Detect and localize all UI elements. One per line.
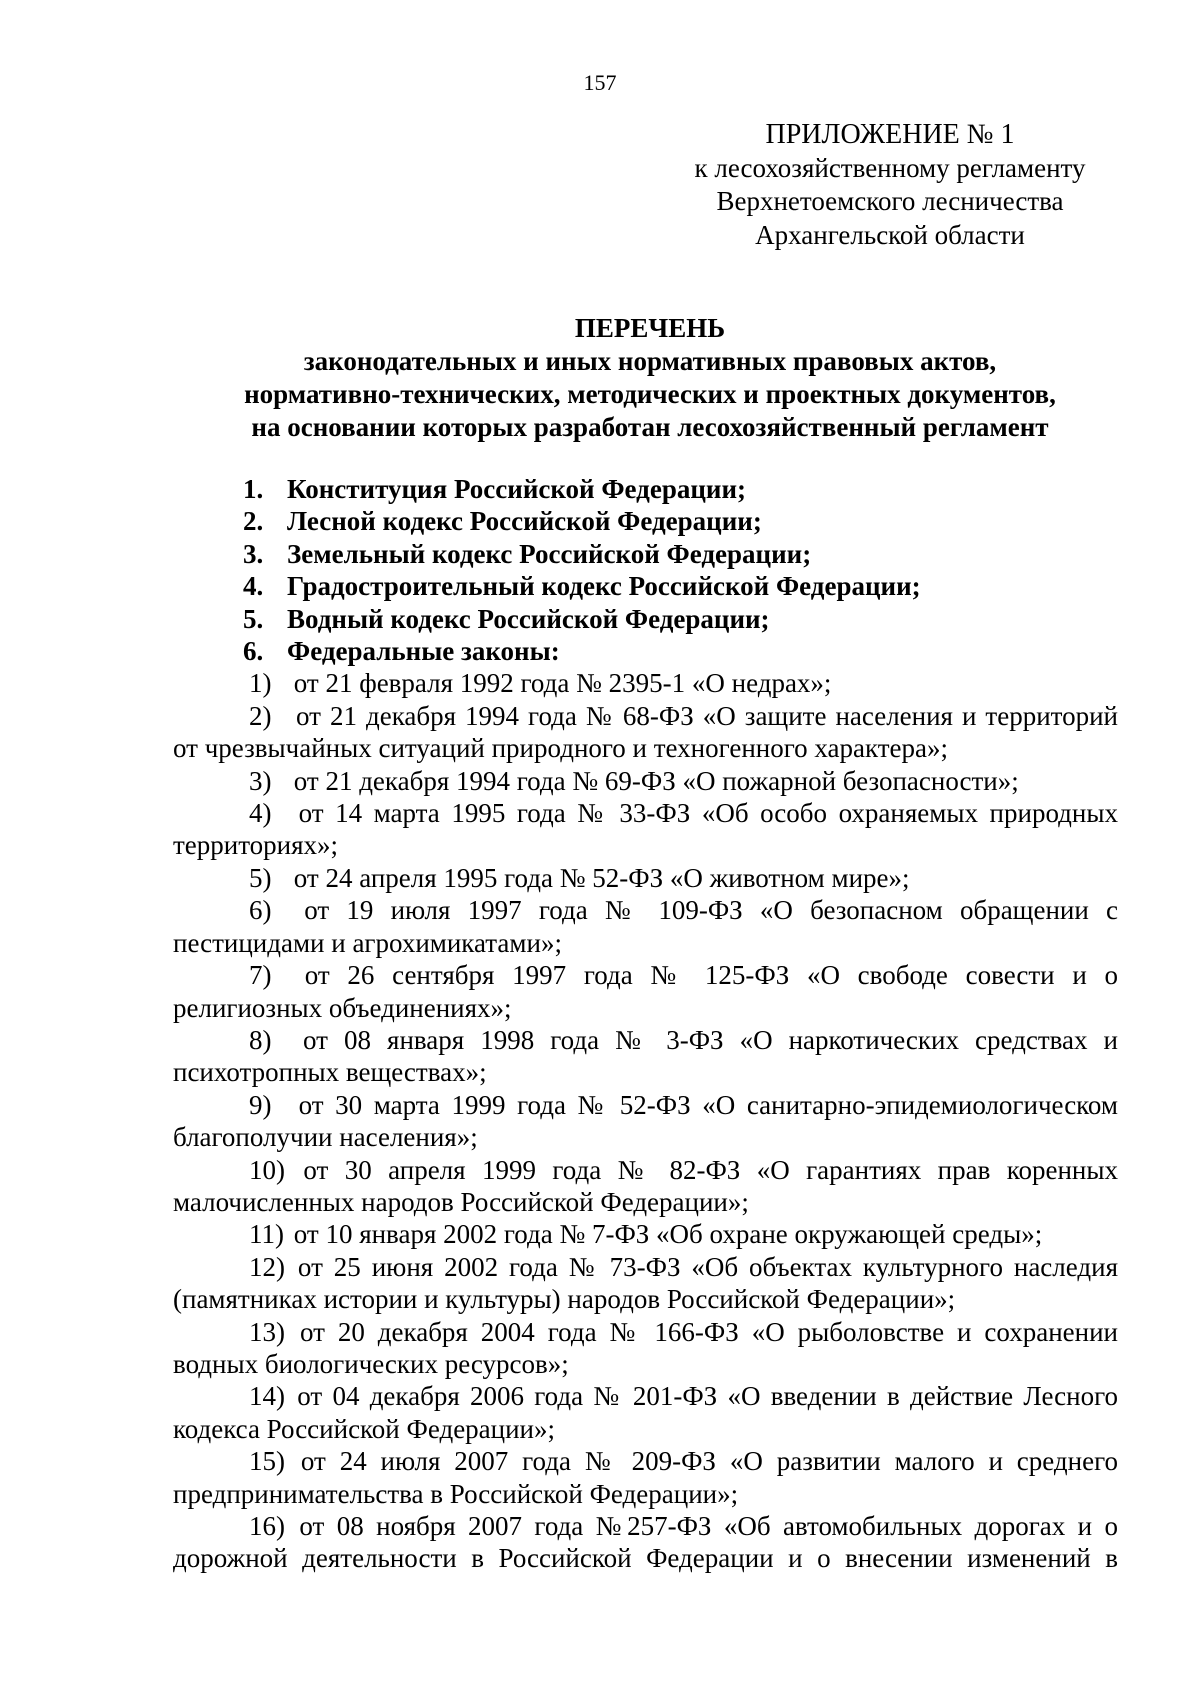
law-item-text: от 30 марта 1999 года № 52-ФЗ «О санитарно-эпидемиологическом благополучии населения»;	[173, 1089, 1118, 1153]
law-item-number: 16)	[249, 1511, 285, 1541]
law-item-text: от 08 ноября 2007 года №257-ФЗ «Об автомобильных дорогах и о дорожной деятельности в Российской Федерации и о внесении изменений в	[173, 1511, 1119, 1574]
law-item	[173, 959, 1118, 1024]
law-item-text: от 21 февраля 1992 года № 2395-1 «О недрах»;	[293, 668, 832, 699]
law-item-number: 13)	[249, 1316, 285, 1347]
list-item	[243, 603, 1118, 635]
law-item	[173, 1380, 1118, 1445]
law-item	[173, 667, 1118, 699]
law-item-number: 15)	[249, 1446, 285, 1477]
law-item-number: 7)	[249, 960, 272, 991]
list-item-number: 2.	[243, 506, 264, 537]
law-item-text: от 21 декабря 1994 года № 69-ФЗ «О пожарной безопасности»;	[293, 765, 1019, 796]
document-heading	[120, 312, 1180, 444]
law-item	[173, 1510, 1118, 1575]
list-item	[243, 635, 1118, 667]
law-item	[173, 1154, 1118, 1219]
list-item-number: 4.	[243, 571, 264, 602]
law-item-number: 2)	[249, 700, 272, 731]
list-item	[243, 538, 1118, 570]
list-item-number: 5.	[243, 603, 264, 634]
list-item	[243, 473, 1118, 505]
law-item	[173, 1251, 1118, 1316]
document-body	[173, 473, 1118, 1575]
law-item	[173, 862, 1118, 894]
appendix-line-1: к лесохозяйственному регламенту	[694, 152, 1086, 183]
law-item-text: от 20 декабря 2004 года № 166-ФЗ «О рыболовстве и сохранении водных биологических ресурсов»;	[173, 1316, 1119, 1379]
laws-list	[173, 667, 1118, 1574]
heading-line-3: на основании которых разработан лесохозяйственный регламент	[251, 412, 1049, 442]
page-number: 157	[583, 70, 617, 95]
law-item-number: 1)	[249, 668, 272, 699]
codes-list	[243, 473, 1118, 667]
law-item-text: от 21 декабря 1994 года № 68-ФЗ «О защите населения и территорий от чрезвычайных ситуаций природного и техногенного характера»;	[173, 700, 1119, 764]
law-item-text: от 14 марта 1995 года № 33-ФЗ «Об особо охраняемых природных территориях»;	[173, 798, 1118, 861]
law-item-number: 12)	[249, 1251, 285, 1282]
law-item-number: 11)	[249, 1219, 284, 1250]
list-item-text: Градостроительный кодекс Российской Федерации;	[287, 571, 921, 602]
law-item-text: от 26 сентября 1997 года № 125-ФЗ «О свободе совести и о религиозных объединениях»;	[173, 960, 1118, 1023]
law-item-text: от 25 июня 2002 года № 73-ФЗ «Об объектах культурного наследия (памятниках истории и культуры) народов Российской Федерации»;	[173, 1251, 1119, 1315]
law-item-number: 4)	[249, 798, 272, 829]
list-item-number: 3.	[243, 538, 264, 569]
list-item-text: Водный кодекс Российской Федерации;	[287, 603, 770, 634]
heading-line-1: законодательных и иных нормативных правовых актов,	[303, 346, 997, 376]
heading-title: ПЕРЕЧЕНЬ	[574, 313, 726, 343]
law-item-number: 10)	[249, 1154, 285, 1185]
law-item-text: от 24 апреля 1995 года № 52-ФЗ «О животном мире»;	[293, 862, 910, 893]
list-item	[243, 505, 1118, 537]
law-item-text: от 08 января 1998 года № 3-ФЗ «О наркотических средствах и психотропных веществах»;	[173, 1024, 1118, 1088]
list-item-number: 1.	[243, 474, 264, 504]
appendix-line-2: Верхнетоемского лесничества	[716, 186, 1064, 217]
heading-line-2: нормативно-технических, методических и проектных документов,	[244, 379, 1056, 409]
law-item-text: от 30 апреля 1999 года № 82-ФЗ «О гарантиях прав коренных малочисленных народов Российской Федерации»;	[173, 1154, 1118, 1217]
law-item	[173, 765, 1118, 797]
law-item	[173, 1218, 1118, 1250]
list-item-text: Земельный кодекс Российской Федерации;	[287, 538, 812, 569]
law-item-number: 6)	[249, 895, 272, 926]
list-item	[243, 570, 1118, 602]
list-item-text: Федеральные законы:	[287, 636, 560, 667]
law-item-text: от 04 декабря 2006 года № 201-ФЗ «О введении в действие Лесного кодекса Российской Федерации»;	[173, 1381, 1118, 1444]
law-item	[173, 700, 1118, 765]
law-item	[173, 797, 1118, 862]
law-item	[173, 1024, 1118, 1089]
appendix-line-3: Архангельской области	[755, 219, 1025, 250]
appendix-title: ПРИЛОЖЕНИЕ № 1	[765, 119, 1015, 150]
list-item-text: Лесной кодекс Российской Федерации;	[287, 506, 762, 537]
list-item-text: Конституция Российской Федерации;	[287, 474, 746, 504]
law-item-number: 14)	[249, 1381, 285, 1412]
law-item	[173, 894, 1118, 959]
law-item	[173, 1089, 1118, 1154]
law-item-text: от 24 июля 2007 года № 209-ФЗ «О развитии малого и среднего предпринимательства в Российской Федерации»;	[173, 1446, 1118, 1509]
law-item-number: 8)	[249, 1024, 272, 1055]
appendix-block	[660, 118, 1120, 252]
law-item-number: 3)	[249, 765, 272, 796]
law-item-number: 5)	[249, 862, 272, 893]
law-item	[173, 1445, 1118, 1510]
law-item-text: от 10 января 2002 года № 7-ФЗ «Об охране окружающей среды»;	[293, 1219, 1043, 1250]
law-item	[173, 1316, 1118, 1381]
law-item-number: 9)	[249, 1089, 272, 1120]
list-item-number: 6.	[243, 636, 264, 667]
law-item-text: от 19 июля 1997 года № 109-ФЗ «О безопасном обращении с пестицидами и агрохимикатами»;	[173, 895, 1118, 958]
